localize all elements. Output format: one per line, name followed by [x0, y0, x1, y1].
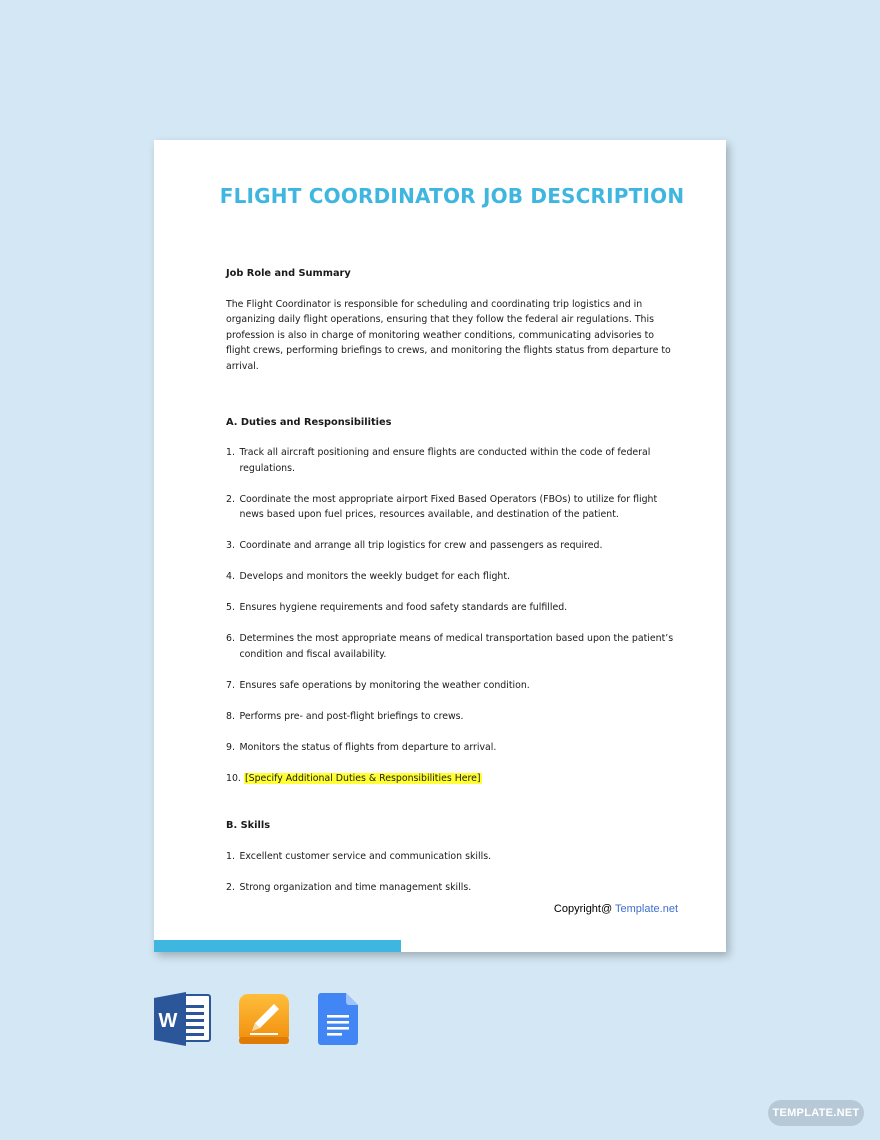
- template-net-watermark: TEMPLATE.NET: [768, 1100, 864, 1126]
- list-item-text: Excellent customer service and communication skills.: [239, 850, 492, 862]
- list-item: [226, 880, 678, 896]
- list-item-text: Develops and monitors the weekly budget for each flight.: [239, 571, 510, 583]
- copyright-label: Copyright@: [553, 903, 613, 915]
- list-number: 5.: [226, 602, 235, 614]
- list-number: 1.: [226, 850, 235, 862]
- list-item: [226, 445, 678, 476]
- pages-icon[interactable]: [238, 993, 290, 1050]
- skills-heading: B. Skills: [226, 820, 271, 832]
- list-item: [226, 492, 678, 523]
- accent-bar: [154, 940, 401, 952]
- list-item: [226, 771, 678, 787]
- list-number: 8.: [226, 710, 235, 722]
- document-body: [226, 266, 678, 911]
- list-item: [226, 678, 678, 694]
- svg-text:W: W: [158, 1010, 178, 1032]
- list-item: [226, 631, 678, 662]
- list-number: 7.: [226, 679, 235, 691]
- list-item-text: Determines the most appropriate means of medical transportation based upon the patient’s condition and fiscal availability.: [239, 633, 674, 660]
- list-item: [226, 600, 678, 616]
- list-item: [226, 849, 678, 865]
- duties-heading: A. Duties and Responsibilities: [226, 416, 392, 428]
- summary-heading: Job Role and Summary: [226, 268, 351, 279]
- list-item: [226, 538, 678, 554]
- list-item: [226, 740, 678, 756]
- summary-paragraph: The Flight Coordinator is responsible for scheduling and coordinating trip logistics and in organizing daily flight operations, ensuring that they follow the federal air regulations. This profession is also in charge of monitoring weather conditions, communicating advisories to flight crews, performing briefings to crews, and monitoring the flights status from departure to arrival.: [226, 298, 671, 372]
- list-number: 9.: [226, 741, 235, 753]
- google-docs-icon[interactable]: [318, 993, 358, 1050]
- list-number: 2.: [226, 881, 235, 893]
- list-item: [226, 709, 678, 725]
- list-number: 3.: [226, 540, 235, 552]
- list-number: 6.: [226, 633, 235, 645]
- duties-list: [226, 445, 678, 786]
- list-number: 1.: [226, 447, 235, 459]
- list-item-text: Ensures safe operations by monitoring the weather condition.: [239, 679, 530, 691]
- list-item-text: Monitors the status of flights from departure to arrival.: [239, 741, 497, 753]
- list-item-text: Performs pre- and post-flight briefings to crews.: [239, 710, 464, 722]
- document-page: [154, 140, 726, 952]
- word-icon[interactable]: [154, 992, 212, 1051]
- copyright-notice: [554, 903, 678, 915]
- list-item-text: Track all aircraft positioning and ensure flights are conducted within the code of federal regulations.: [239, 447, 651, 474]
- placeholder-highlight: [Specify Additional Duties & Responsibilities Here]: [245, 772, 481, 784]
- list-item-text: Coordinate and arrange all trip logistics for crew and passengers as required.: [239, 540, 603, 552]
- list-item-text: Strong organization and time management skills.: [239, 881, 472, 893]
- document-title: FLIGHT COORDINATOR JOB DESCRIPTION: [219, 184, 685, 208]
- list-item-text: Coordinate the most appropriate airport Fixed Based Operators (FBOs) to utilize for flight news based upon fuel prices, resources available, and destination of the patient.: [239, 493, 658, 521]
- list-item-text: Ensures hygiene requirements and food safety standards are fulfilled.: [239, 602, 568, 614]
- list-item: [226, 569, 678, 585]
- copyright-link[interactable]: Template.net: [615, 903, 678, 915]
- list-number: 2.: [226, 493, 235, 505]
- list-number: 10.: [226, 772, 241, 784]
- list-number: 4.: [226, 571, 235, 583]
- skills-list: [226, 849, 678, 896]
